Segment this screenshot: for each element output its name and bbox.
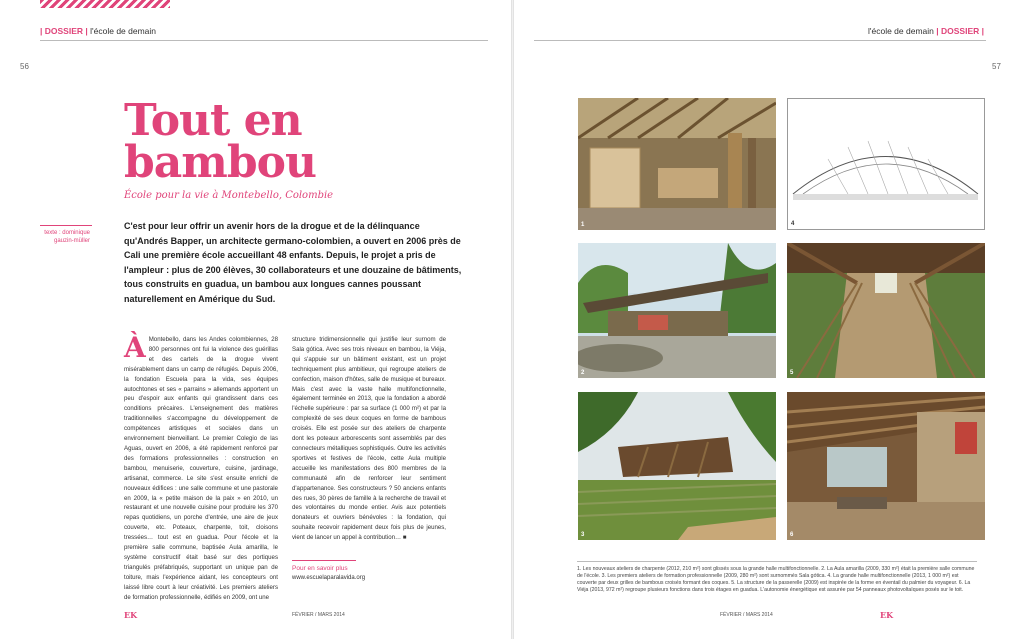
photo-aula-amarilla — [578, 243, 776, 378]
caption-rule — [577, 561, 977, 562]
drop-cap: À — [124, 331, 146, 364]
dossier-label: | DOSSIER | — [40, 26, 88, 36]
body-text-1: Montebello, dans les Andes colombiennes, 28 800 personnes ont fui la violence des guérillas et des cartels de la drogue vivent misérablement dans un camp de réfugiés. Depuis 2006, la fondation Escuela para la vida, ses équipes autochtones et ses « parrains » allemands apportent un peu d'espoir aux enfants qui grandissent dans ces conditions précaires. L'enseignement des matières traditionnelles s'accompagne du développement de compétences artistiques et sociales dans un environnement bienveillant. Le premier Colegio de las Aguas, ouvert en 2006, a été rapidement renforcé par des formations professionnelles : construction en bambou, menuiserie, couverture, cuisine, jardinage, artisanat, commerce. Le site s'est ensuite enrichi de nouveaux édifices : une salle commune et une pastorale en 2009, la « petite maison de la paix » en 2010, un restaurant et une nouvelle cuisine pour produire les 370 repas quotidiens, un porche d'entrée, une aire de jeux couverte, etc. Poteaux, charpente, toit, cloisons tressées… tout est en guadua. Pour l'école et la première salle commune, baptisée Aula amarilla, le système constructif était basé sur des portiques triangulés préfabriqués, supportant un unique pan de toiture, mais l'expérience aidant, les concepteurs ont laissé libre court à leur créativité. Les premiers ateliers de formation professionnelle, édifiés en 2009, ont une — [124, 336, 278, 601]
article-subtitle: École pour la vie à Montebello, Colombie — [124, 190, 334, 201]
photo-number-5: 5 — [790, 370, 794, 376]
workshop-illustration — [578, 98, 776, 230]
article-title — [124, 95, 316, 188]
aula-illustration — [578, 243, 776, 378]
title-line-1: Tout en — [124, 95, 302, 146]
photo-number-6: 6 — [790, 532, 794, 538]
page-number-right: 57 — [992, 62, 1001, 71]
dossier-label-right: | DOSSIER | — [936, 26, 984, 36]
body-column-2: structure tridimensionnelle qui justifie leur surnom de Sala gótica. Avec ses trois niveaux en bambou, la Viéja, qui s'appuie sur un bâtiment existant, est un projet techniquement plus ambitieux, qui regroupe ateliers de confection, maison d'hôtes, salle de musique et bureaux. Mais c'est avec la vaste halle multifonctionnelle, également terminée en 2013, que la fondation a abordé l'échelle supérieure : par sa surface (1 000 m²) et par la complexité de ses deux coques en forme de bambous croisés. Elle est posée sur des ateliers de charpente dont les poteaux arborescents sont assemblés par des connecteurs métalliques sophistiqués. Outre les activités sportives et festives de l'école, cette Aula multiple accueille les manifestations des 800 membres de la communauté afin de renforcer leur sentiment d'appartenance. Ses constructeurs ? 50 anciens enfants des rues, 30 pères de famille à la recherche de travail et des volontaires du monde entier. Avis aux potentiels donateurs et ouvriers bénévoles : la fondation, qui souhaite recevoir rapidement deux fois plus de jeunes, vient de lancer un appel à contribution… ■ — [292, 336, 446, 542]
photo-number-4: 4 — [791, 221, 795, 227]
photo-captions: 1. Les nouveaux ateliers de charpente (2012, 210 m²) sont glissés sous la grande halle multifonctionnelle. 2. La Aula amarilla (2009, 330 m²) était la première salle commune de l'école. 3. Les premiers ateliers de formation professionnelle (2009, 280 m²) sont surnommés Sala gótica. 4. La grande halle multifonctionnelle (2013, 1 000 m²) est couverte par deux grilles de bambous croisés formant des coques. 5. La structure de la passerelle (2009) est inspirée de la forme en éventail du palmier du voyageur. 6. La Viéja (2013, 972 m²) regroupe plusieurs fonctions dans trois étages en guadua. L'autonomie énergétique est assurée par 54 panneaux photovoltaïques posés sur le toit. — [577, 566, 975, 593]
photo-workshop-interior — [578, 98, 776, 230]
header-rule-left — [40, 40, 488, 41]
magazine-logo-left: EK — [124, 610, 138, 620]
lead-paragraph: C'est pour leur offrir un avenir hors de la drogue et de la délinquance qu'Andrés Bapper, un architecte germano-colombien, a ouvert en 2006 près de Cali une première école accueillant 48 enfants. Depuis, le projet a pris de l'ampleur : plus de 200 élèves, 30 collaborateurs et une douzaine de bâtiments, tous construits en guadua, un bambou aux longues cannes poussant naturellement en Amérique du Sud. — [124, 221, 462, 304]
topic-label-right: l'école de demain — [867, 26, 934, 36]
more-info-rule — [292, 560, 356, 561]
la-vieja-illustration — [787, 392, 985, 540]
more-info-label: Pour en savoir plus — [292, 565, 348, 572]
sala-gotica-illustration — [578, 392, 776, 540]
photo-section-drawing — [787, 98, 985, 230]
right-running-header — [868, 26, 984, 36]
title-line-2: bambou — [124, 137, 316, 188]
topic-label: l'école de demain — [90, 26, 157, 36]
photo-number-1: 1 — [581, 222, 585, 228]
photo-number-3: 3 — [581, 532, 585, 538]
more-info-link[interactable]: www.escuelaparalavida.org — [292, 575, 366, 581]
footer-left: FÉVRIER / MARS 2014 — [292, 612, 345, 618]
header-rule-right — [534, 40, 986, 41]
shell-drawing — [788, 99, 984, 229]
photo-sala-gotica — [578, 392, 776, 540]
photo-la-vieja — [787, 392, 985, 540]
photo-footbridge — [787, 243, 985, 378]
header-stripe-left — [40, 0, 170, 8]
left-running-header — [40, 26, 156, 36]
footbridge-illustration — [787, 243, 985, 378]
author-credit: texte : dominique gauzin-müller — [44, 230, 90, 244]
body-column-1 — [124, 331, 278, 602]
page-number-left: 56 — [20, 62, 29, 71]
footer-right: FÉVRIER / MARS 2014 — [720, 612, 773, 618]
page-gutter — [511, 0, 514, 639]
photo-number-2: 2 — [581, 370, 585, 376]
magazine-logo-right: EK — [880, 610, 894, 620]
credit-rule — [40, 225, 92, 226]
